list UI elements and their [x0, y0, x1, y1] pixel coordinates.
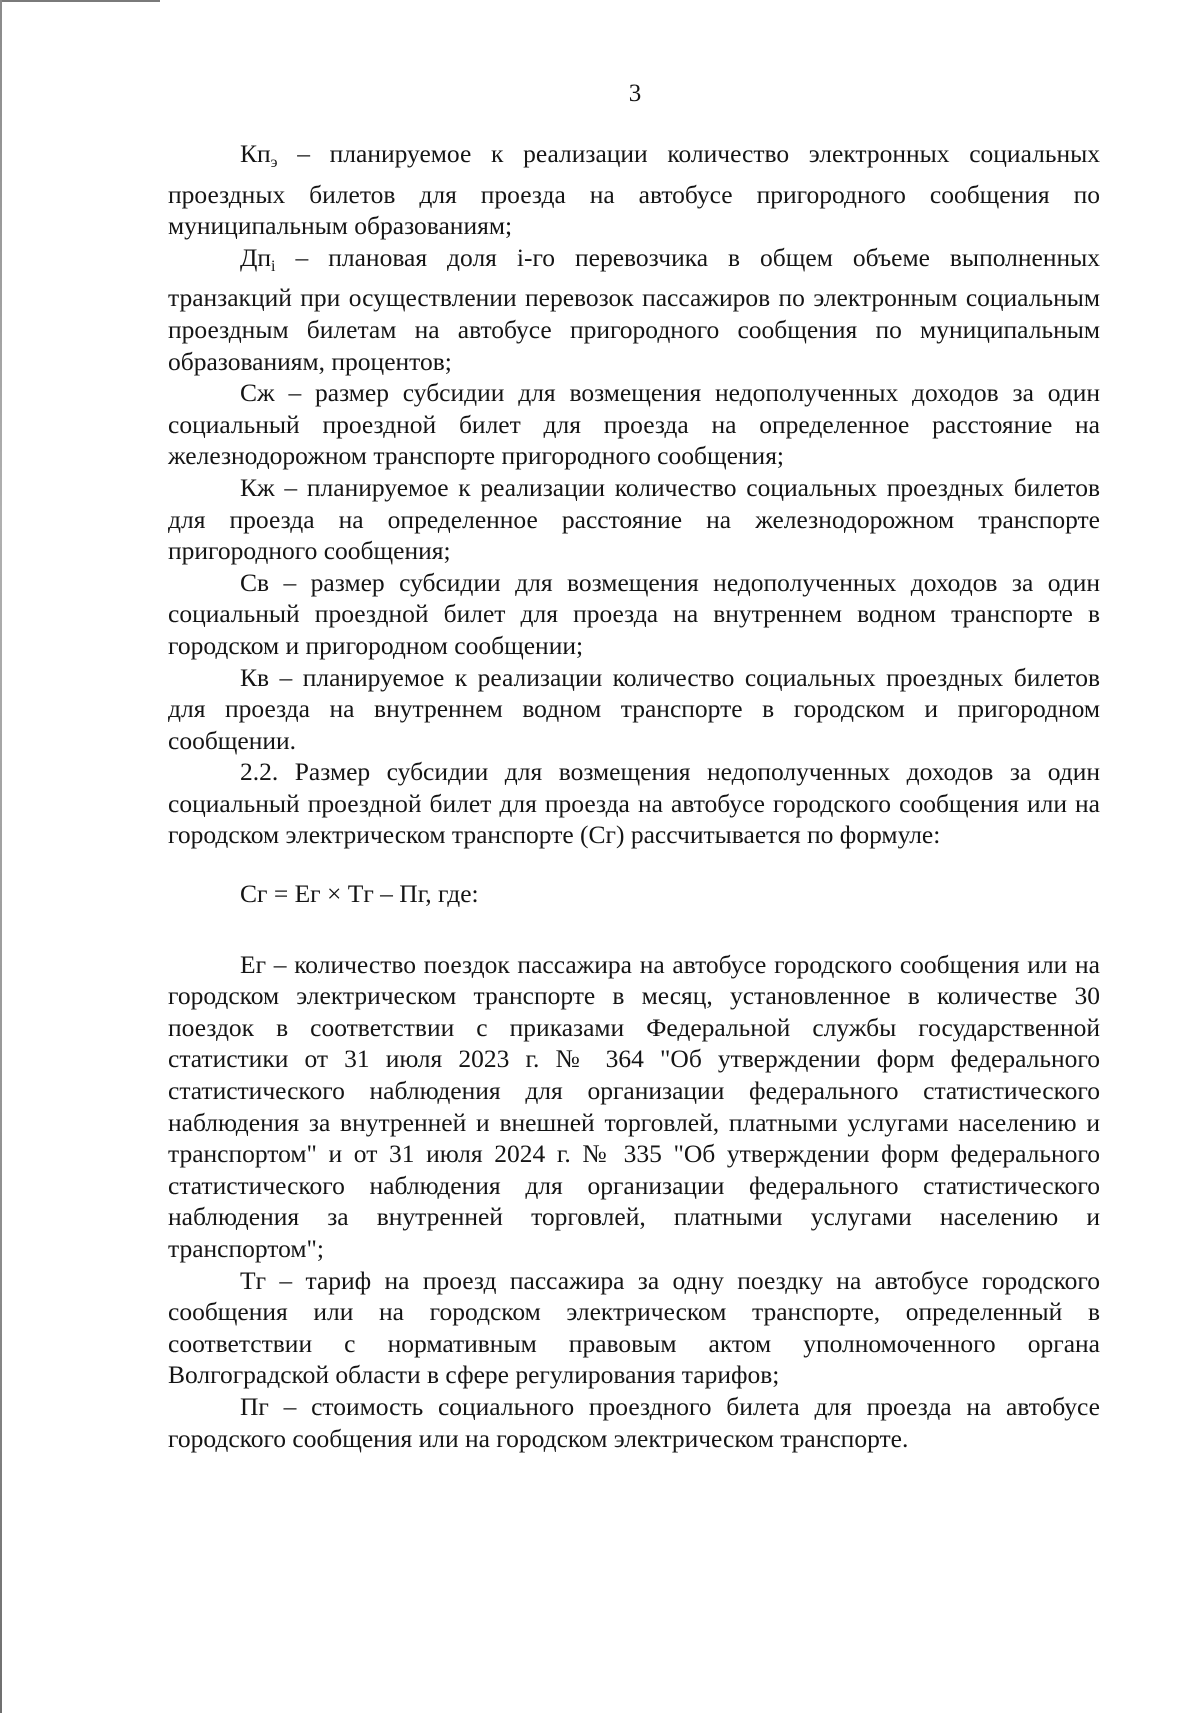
definition-kv: [168, 662, 1100, 757]
definition-text: – планируемое к реализации количество электронных социальных проездных билетов для проезда на автобусе пригородного сообщения по муниципальным образованиям;: [168, 139, 1100, 241]
term-symbol: Тг: [240, 1265, 267, 1295]
definition-kpe: [168, 138, 1100, 242]
page-number: 3: [628, 80, 642, 107]
scan-edge-top: [0, 0, 160, 2]
term-symbol: Ег: [240, 949, 267, 979]
definition-szh: [168, 377, 1100, 472]
definition-text: – плановая доля i-го перевозчика в общем объеме выполненных транзакций при осуществлении перевозок пассажиров по электронным социальным проездным билетам на автобусе пригородного сообщения по муниципальным образованиям, процентов;: [168, 242, 1100, 376]
scan-edge-left: [0, 0, 2, 1713]
definition-text: – стоимость социального проездного билета для проезда на автобусе городского сообщения или на городском электрическом транспорте.: [168, 1391, 1100, 1453]
term-symbol: Св: [240, 567, 270, 597]
definition-text: – размер субсидии для возмещения недополученных доходов за один социальный проездной билет для проезда на определенное расстояние на железнодорожном транспорте пригородного сообщения;: [168, 378, 1100, 471]
formula-block: [168, 851, 1100, 949]
definition-dpi: [168, 242, 1100, 377]
term-symbol: Кв: [240, 662, 270, 692]
term-symbol: Пг: [240, 1391, 269, 1421]
document-body: [168, 138, 1100, 1454]
definition-text: – количество поездок пассажира на автобусе городского сообщения или на городском электрическом транспорте в месяц, установленное в количестве 30 поездок в соответствии с приказами Федеральной службы государственной статистики от 31 июля 2023 г. № 364 "Об утверждении форм федерального статистического наблюдения для организации федерального статистического наблюдения за внутренней и внешней торговлей, платными услугами населению и транспортом" и от 31 июля 2024 г. № 335 "Об утверждении форм федерального статистического наблюдения для организации федерального статистического наблюдения за внутренней торговлей, платными услугами населению и транспортом";: [168, 949, 1100, 1263]
formula: Сг = Ег × Тг – Пг, где:: [240, 879, 479, 909]
definition-text: – размер субсидии для возмещения недополученных доходов за один социальный проездной билет для проезда на внутреннем водном транспорте в городском и пригородном сообщении;: [168, 567, 1100, 660]
term-symbol: Кж: [240, 472, 275, 502]
definition-text: – планируемое к реализации количество социальных проездных билетов для проезда на внутреннем водном транспорте в городском и пригородном сообщении.: [168, 662, 1100, 755]
term-symbol: Сж: [240, 378, 275, 408]
section-2-2: 2.2. Размер субсидии для возмещения недополученных доходов за один социальный проездной билет для проезда на автобусе городского сообщения или на городском электрическом транспорте (Сг) рассчитывается по формуле:: [168, 757, 1100, 850]
definition-pg: [168, 1391, 1100, 1454]
definition-tg: [168, 1265, 1100, 1391]
definition-text: – тариф на проезд пассажира за одну поездку на автобусе городского сообщения или на городском электрическом транспорте, определенный в соответствии с нормативным правовым актом уполномоченного органа Волгоградской области в сфере регулирования тарифов;: [168, 1265, 1100, 1390]
definition-kzh: [168, 472, 1100, 567]
term-symbol: $Кп_э$: [240, 139, 278, 171]
definition-eg: [168, 949, 1100, 1265]
definition-text: – планируемое к реализации количество социальных проездных билетов для проезда на определенное расстояние на железнодорожном транспорте пригородного сообщения;: [168, 472, 1100, 566]
definition-sv: [168, 567, 1100, 662]
term-symbol: $Дп_i$: [240, 242, 276, 275]
